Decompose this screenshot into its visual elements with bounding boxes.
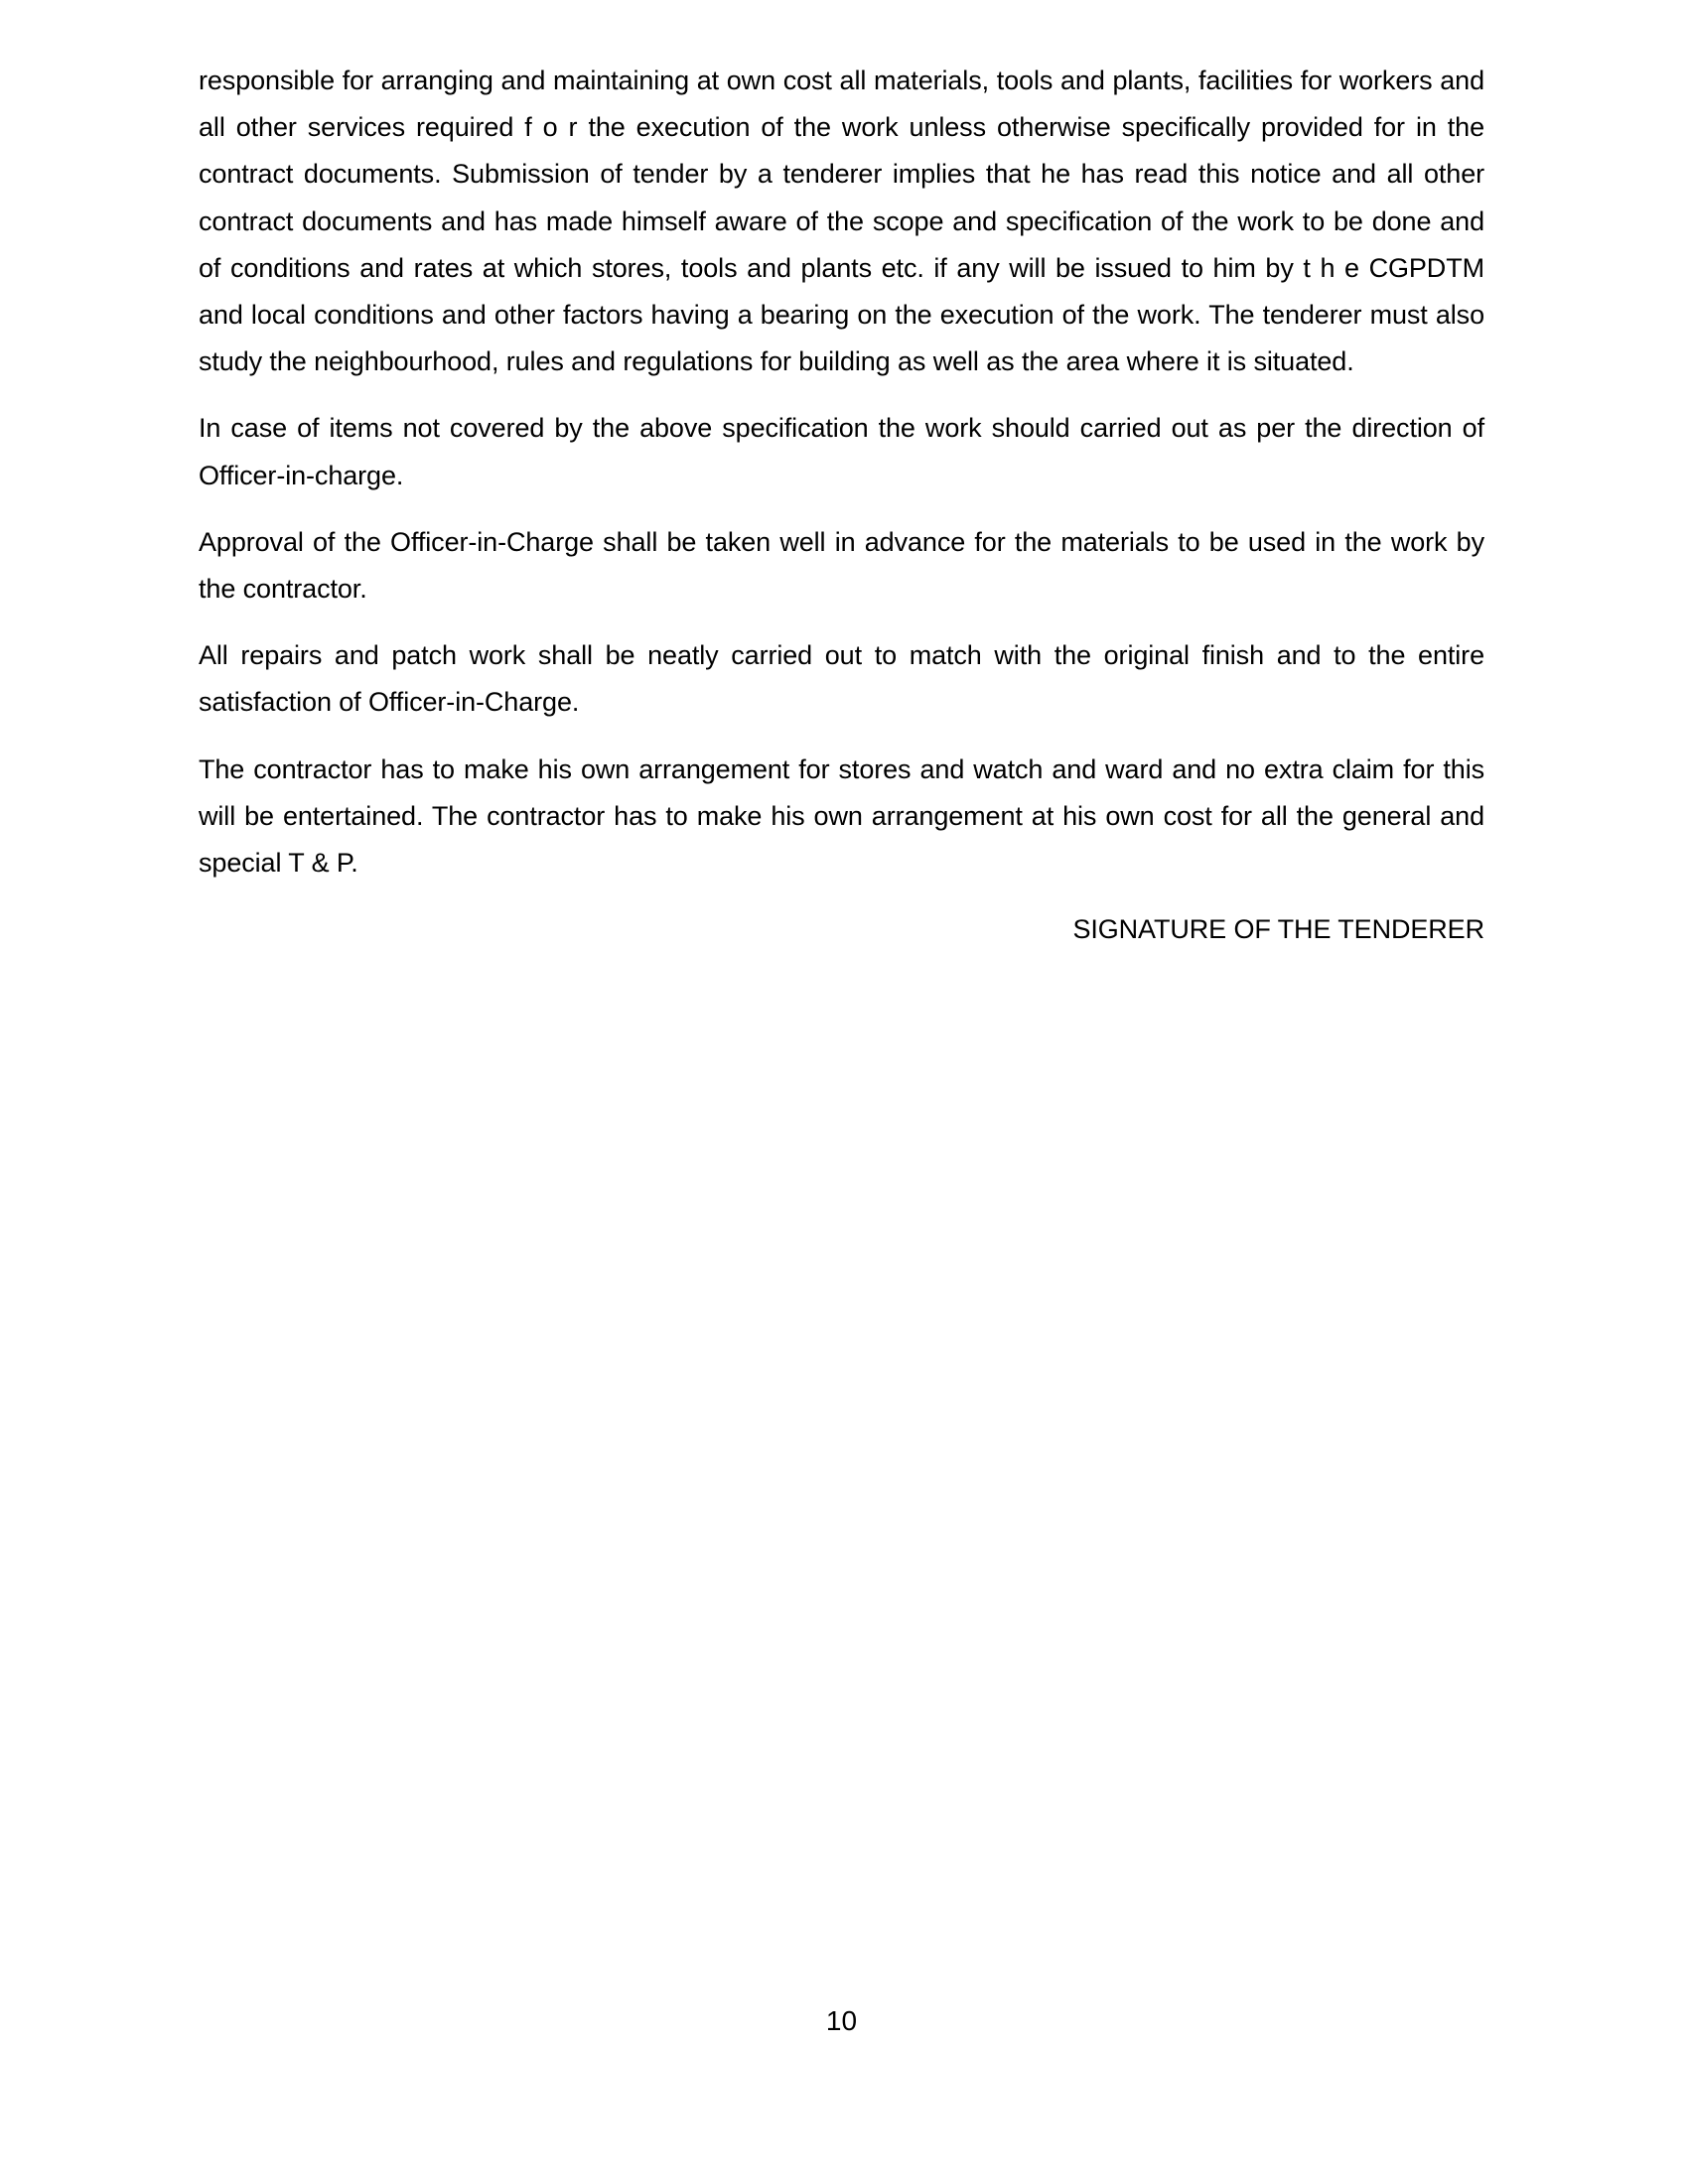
- content-area: [199, 58, 1484, 953]
- page-number: 10: [825, 2005, 858, 2036]
- paragraph-1: responsible for arranging and maintaining at own cost all materials, tools and plants, facilities for workers and all other services required f o r the execution of the work unless otherwise specifically provided for in the contract documents. Submission of tender by a tenderer implies that he has read this notice and all other contract documents and has made himself aware of the scope and specification of the work to be done and of conditions and rates at which stores, tools and plants etc. if any will be issued to him by t h e CGPDTM and local conditions and other factors having a bearing on the execution of the work. The tenderer must also study the neighbourhood, rules and regulations for building as well as the area where it is situated.: [199, 66, 1484, 377]
- paragraph-2: In case of items not covered by the above specification the work should carried out as per the direction of Officer-in-charge.: [199, 413, 1484, 490]
- paragraph-5: The contractor has to make his own arrangement for stores and watch and ward and no extra claim for this will be entertained. The contractor has to make his own arrangement at his own cost for all the general and special T & P.: [199, 753, 1484, 879]
- paragraph-4: All repairs and patch work shall be neatly carried out to match with the original finish and to the entire satisfaction of Officer-in-Charge.: [199, 640, 1484, 718]
- signature-line: SIGNATURE OF THE TENDERER: [1072, 914, 1484, 945]
- paragraph-3: Approval of the Officer-in-Charge shall be taken well in advance for the materials to be used in the work by the contractor.: [199, 526, 1484, 605]
